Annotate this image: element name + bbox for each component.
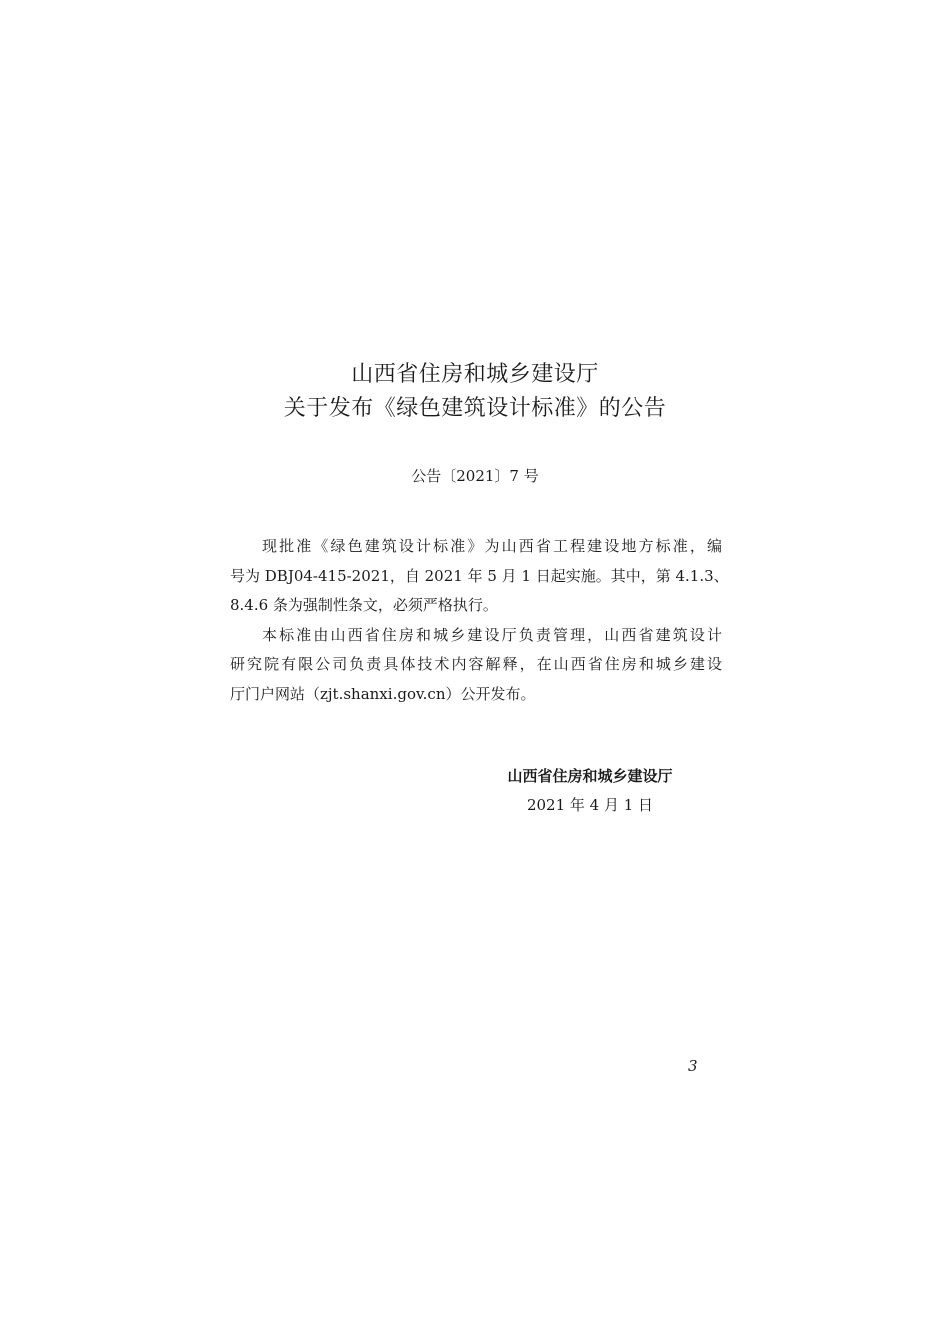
paragraph-line: 现批准《绿色建筑设计标准》为山西省工程建设地方标准，编 xyxy=(262,537,722,555)
paragraph-approval xyxy=(230,532,729,621)
signature-date: 2021 年 4 月 1 日 xyxy=(526,796,654,814)
paragraph-management xyxy=(230,621,722,710)
page-number: 3 xyxy=(688,1057,698,1075)
paragraph-line: 本标准由山西省住房和城乡建设厅负责管理，山西省建筑设计 xyxy=(262,625,722,644)
signature-block xyxy=(480,762,700,820)
paragraph-line: 号为 DBJ04-415-2021，自 2021 年 5 月 1 日起实施。其中，第 4.1.3、 xyxy=(230,566,729,585)
title-line-subject: 关于发布《绿色建筑设计标准》的公告 xyxy=(283,396,667,421)
title-line-issuer: 山西省住房和城乡建设厅 xyxy=(351,362,599,387)
paragraph-line: 厅门户网站（zjt.shanxi.gov.cn）公开发布。 xyxy=(230,684,536,703)
signature-organization: 山西省住房和城乡建设厅 xyxy=(507,767,673,785)
document-number: 公告〔2021〕7 号 xyxy=(411,467,539,485)
announcement-title xyxy=(0,358,950,426)
paragraph-line: 8.4.6 条为强制性条文，必须严格执行。 xyxy=(230,596,498,614)
paragraph-line: 研究院有限公司负责具体技术内容解释，在山西省住房和城乡建设 xyxy=(230,655,722,673)
announcement-body xyxy=(230,532,729,709)
